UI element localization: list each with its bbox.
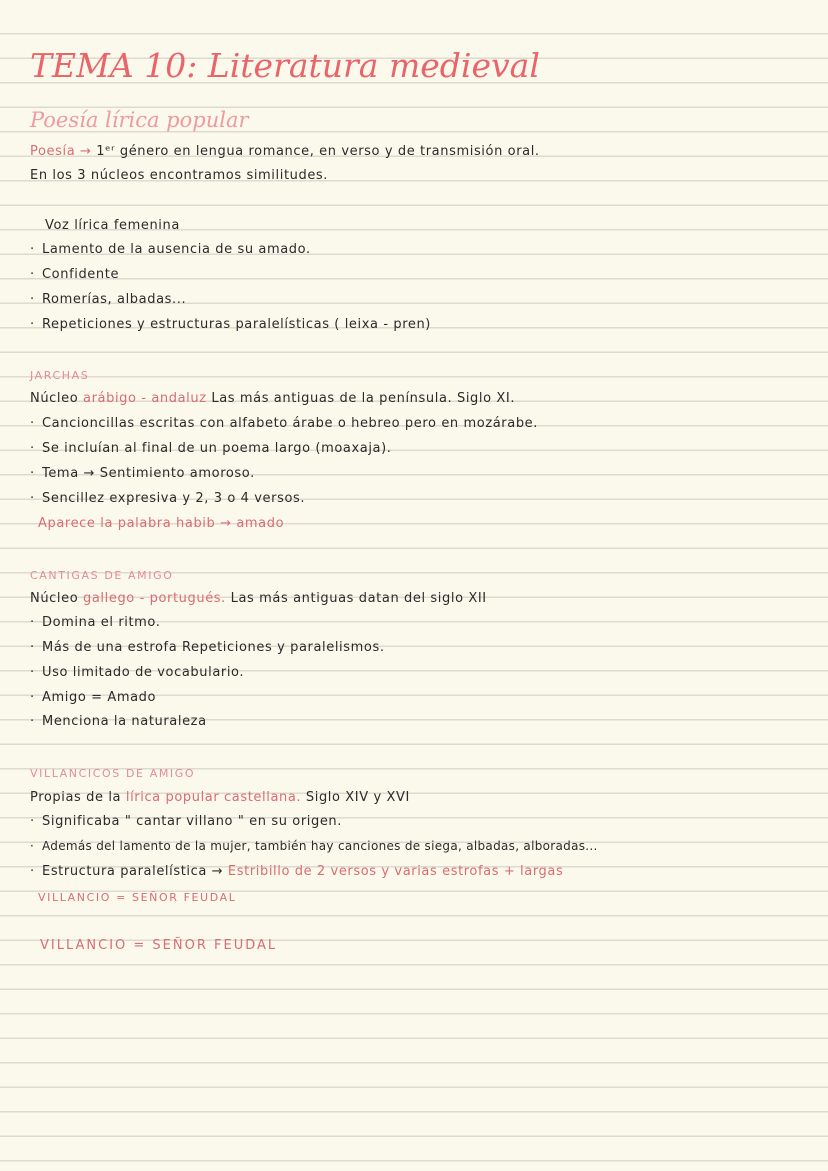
jarchas-intro: Núcleo arábigo - andaluz Las más antiguas de la península. Siglo XI. [30,391,516,406]
list-item: · Además del lamento de la mujer, también hay canciones de siega, albadas, alboradas... [30,839,598,853]
villancicos-intro: Propias de la lírica popular castellana. Siglo XIV y XVI [30,790,410,805]
villancicos-heading: VILLANCICOS DE AMIGO [30,767,196,780]
page-title: TEMA 10: Literatura medieval [30,46,540,85]
list-item: · Domina el ritmo. [30,615,161,630]
voz-lirica-heading: Voz lírica femenina [45,218,180,233]
intro-line-2: En los 3 núcleos encontramos similitudes. [30,168,329,183]
list-item: · Confidente [30,267,120,282]
intro-line-1 [30,144,540,159]
list-item: · Amigo = Amado [30,690,157,705]
list-item: · Tema → Sentimiento amoroso. [30,466,255,481]
list-item: · Uso limitado de vocabulario. [30,665,245,680]
jarchas-heading: JARCHAS [30,369,90,382]
section-subtitle: Poesía lírica popular [30,108,249,132]
intro-poesia-label: Poesía → [30,144,92,159]
list-item: · Romerías, albadas... [30,292,187,307]
villancio-note-small: VILLANCIO = SEÑOR FEUDAL [38,891,237,904]
villancio-note-large: VILLANCIO = SEÑOR FEUDAL [40,938,278,953]
list-item: · Estructura paralelística → Estribillo de 2 versos y varias estrofas + largas [30,864,564,879]
list-item: · Sencillez expresiva y 2, 3 o 4 versos. [30,491,306,506]
list-item: · Menciona la naturaleza [30,714,207,729]
list-item: · Repeticiones y estructuras paralelísticas ( leixa - pren) [30,317,431,332]
list-item: · Se incluían al final de un poema largo (moaxaja). [30,441,392,456]
cantigas-heading: CANTIGAS DE AMIGO [30,569,174,582]
list-item: · Significaba " cantar villano " en su origen. [30,814,343,829]
intro-line-1-text: 1ᵉʳ género en lengua romance, en verso y de transmisión oral. [96,144,540,159]
list-item: · Cancioncillas escritas con alfabeto árabe o hebreo pero en mozárabe. [30,416,539,431]
list-item: · Lamento de la ausencia de su amado. [30,242,311,257]
jarchas-note: Aparece la palabra habib → amado [38,516,285,531]
list-item: · Más de una estrofa Repeticiones y paralelismos. [30,640,385,655]
cantigas-intro: Núcleo gallego - portugués. Las más antiguas datan del siglo XII [30,591,487,606]
